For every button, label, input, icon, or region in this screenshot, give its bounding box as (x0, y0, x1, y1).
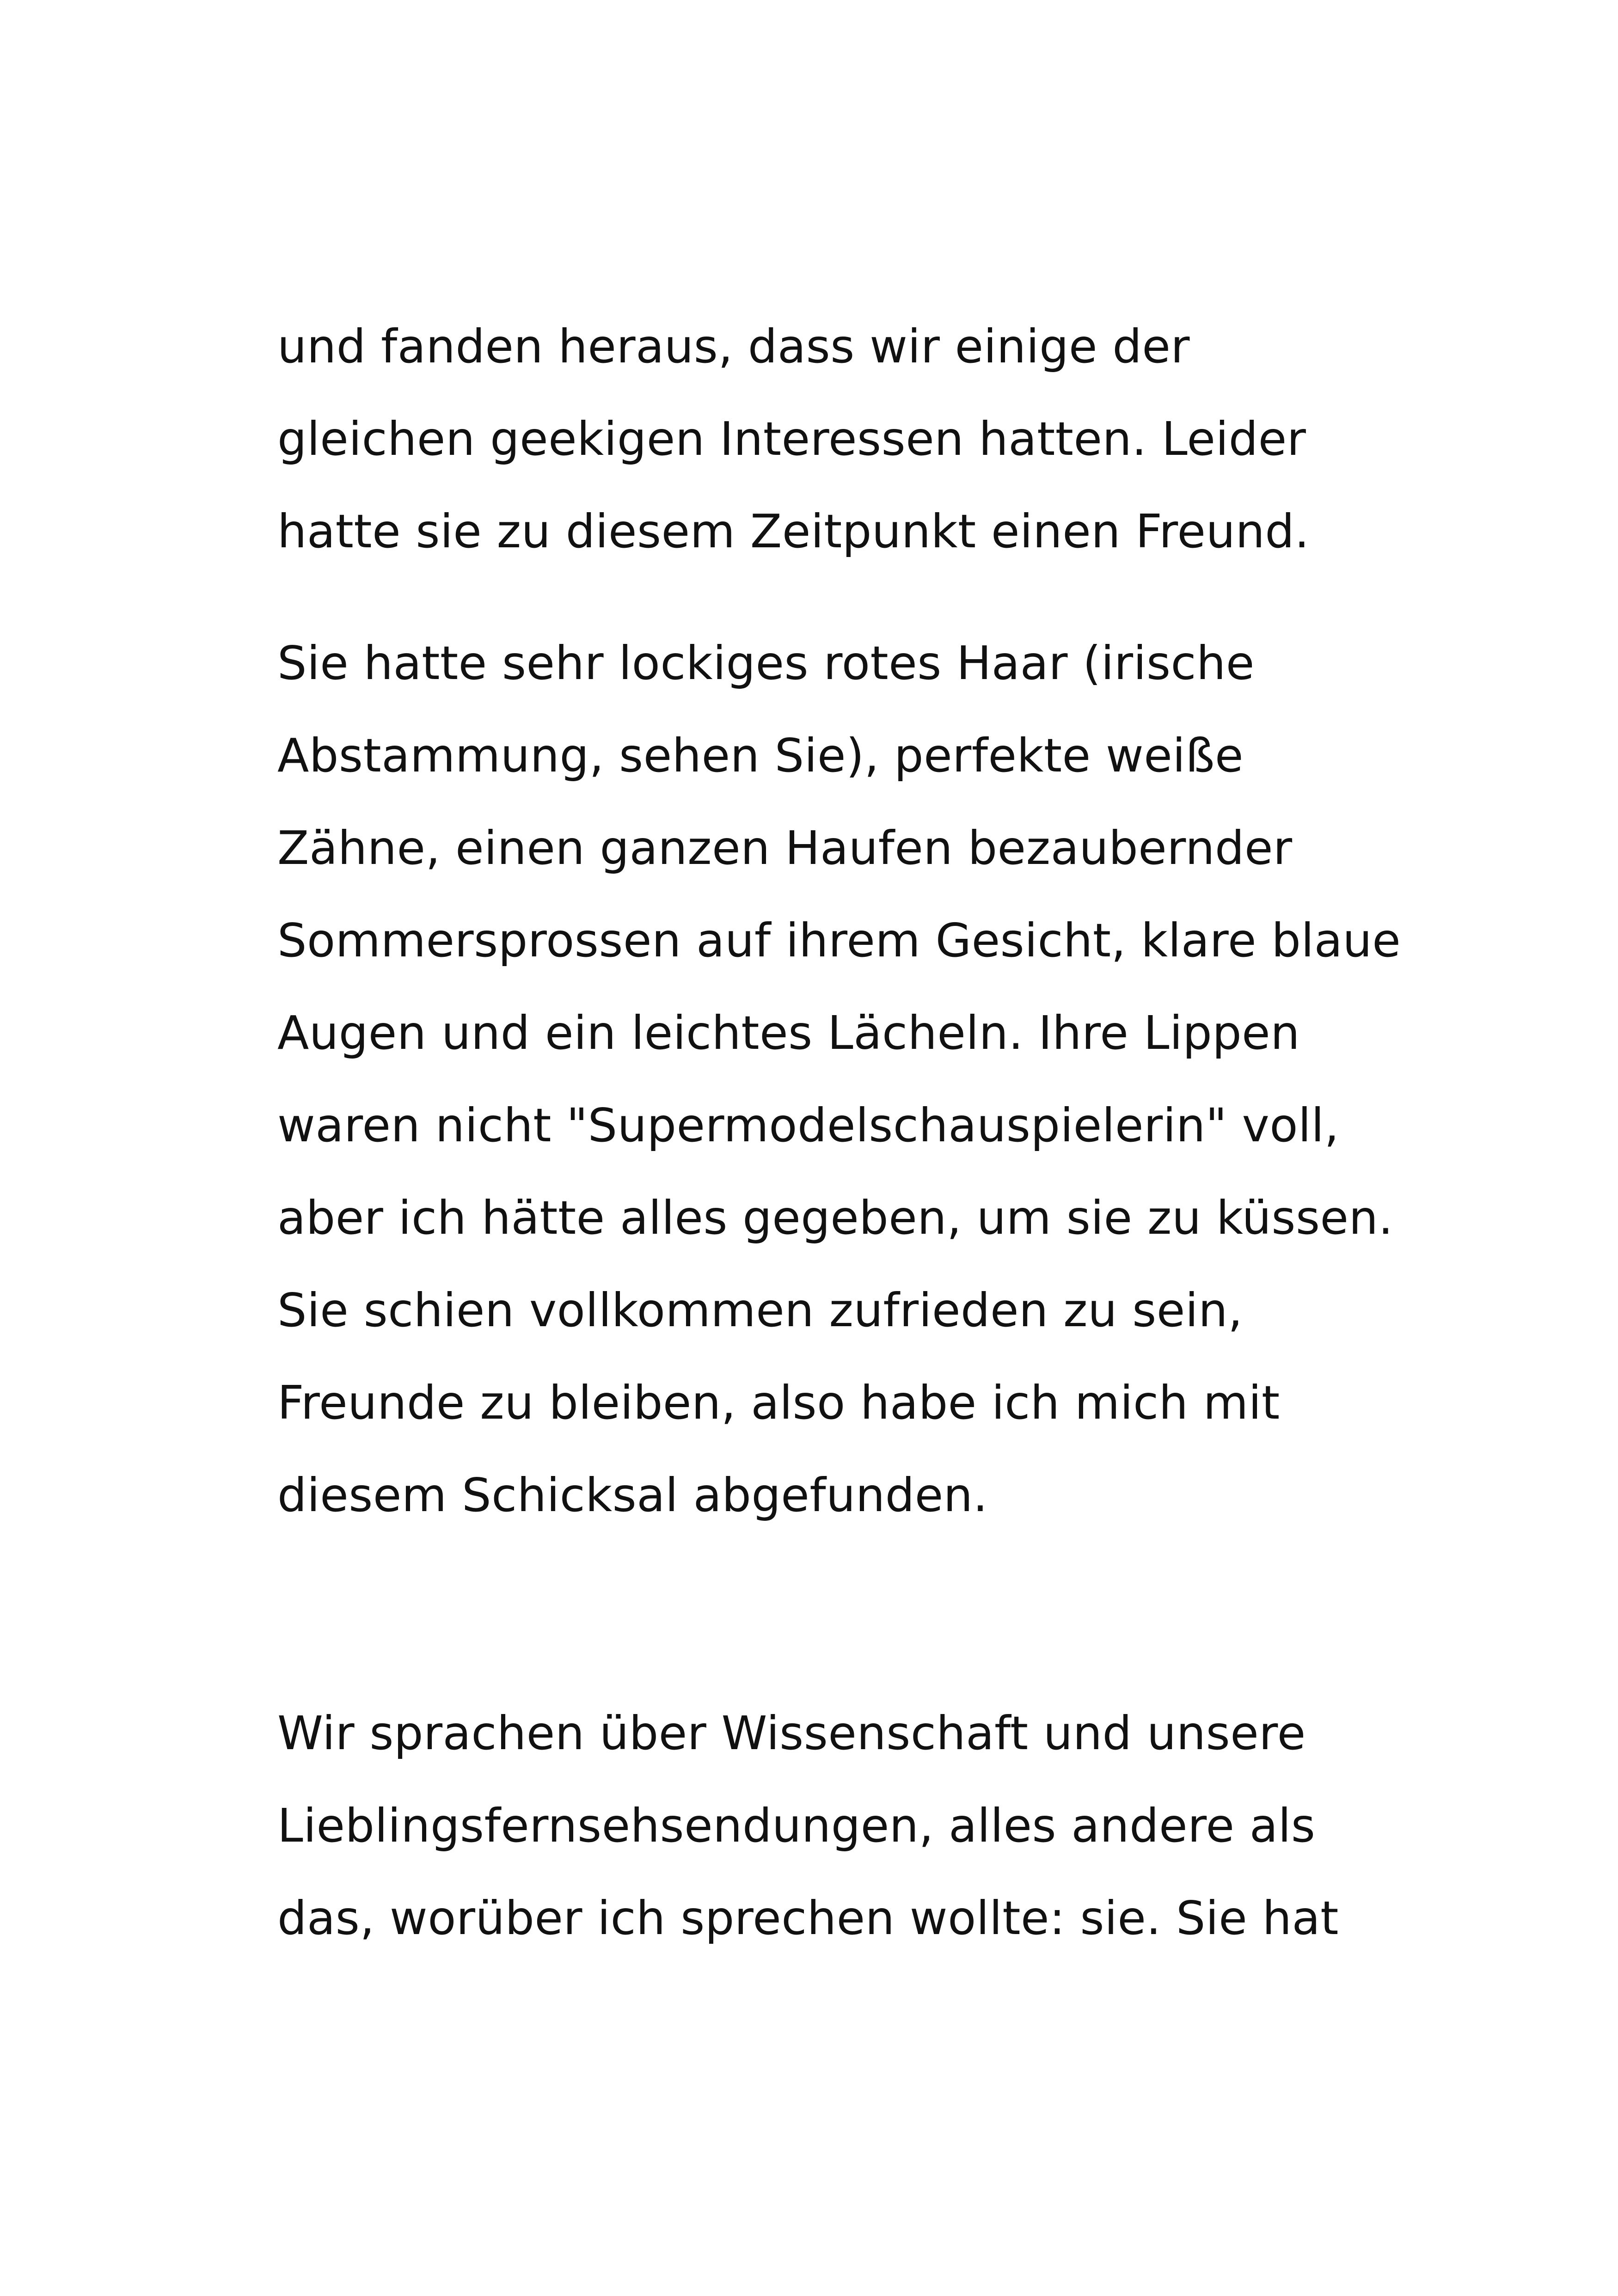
text-line: diesem Schicksal abgefunden. (277, 1468, 988, 1522)
text-line: Sie schien vollkommen zufrieden zu sein, (277, 1283, 1243, 1337)
text-line: Wir sprachen über Wissenschaft und unsere (277, 1706, 1306, 1760)
text-line: hatte sie zu diesem Zeitpunkt einen Freund. (277, 504, 1310, 558)
text-line: Freunde zu bleiben, also habe ich mich mit (277, 1376, 1280, 1430)
text-line: das, worüber ich sprechen wollte: sie. Sie hat (277, 1891, 1339, 1945)
text-line: Sommersprossen auf ihrem Gesicht, klare blaue (277, 913, 1401, 967)
text-line: gleichen geekigen Interessen hatten. Leider (277, 412, 1306, 466)
text-line: Abstammung, sehen Sie), perfekte weiße (277, 729, 1244, 783)
text-line: Zähne, einen ganzen Haufen bezaubernder (277, 821, 1293, 875)
text-line: aber ich hätte alles gegeben, um sie zu küssen. (277, 1191, 1393, 1245)
text-line: Lieblingsfernsehsendungen, alles andere als (277, 1799, 1316, 1853)
text-line: und fanden heraus, dass wir einige der (277, 319, 1190, 373)
text-line: Augen und ein leichtes Lächeln. Ihre Lippen (277, 1006, 1300, 1060)
text-line: Sie hatte sehr lockiges rotes Haar (irische (277, 636, 1255, 690)
text-line: waren nicht "Supermodelschauspielerin" voll, (277, 1098, 1339, 1152)
